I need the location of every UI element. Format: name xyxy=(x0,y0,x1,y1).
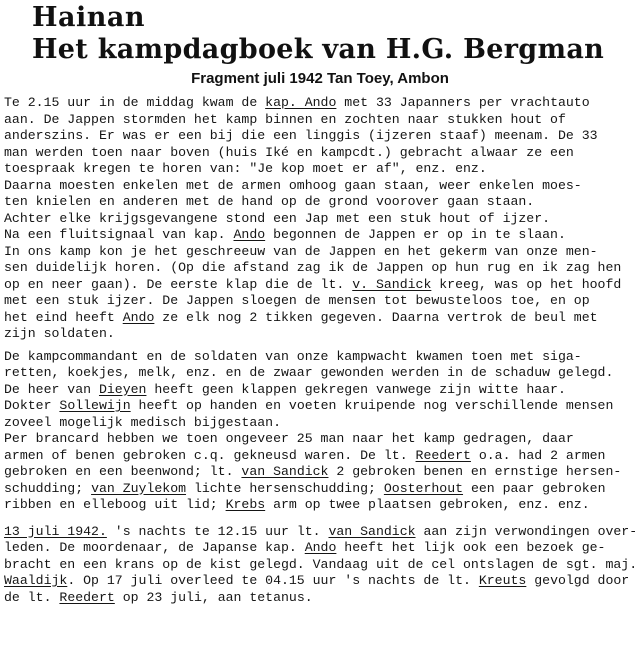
text-line: aan. De Jappen stormden het kamp binnen en zochten naar stukken hout of xyxy=(4,111,566,127)
underlined-name: Sollewijn xyxy=(59,398,131,413)
subtitle-fragment: Fragment juli 1942 Tan Toey, Ambon xyxy=(191,70,449,87)
text-line: Per brancard hebben we toen ongeveer 25 man naar het kamp gedragen, daar xyxy=(4,431,574,446)
text-line: op en neer gaan). De eerste klap die de lt. v. Sandick kreeg, was op het hoofd xyxy=(4,276,622,292)
underlined-name: Reedert xyxy=(59,589,115,605)
text-line: armen of benen gebroken c.q. gekneusd waren. De lt. Reedert o.a. had 2 armen xyxy=(4,447,606,463)
text-line: In ons kamp kon je het geschreeuw van de Jappen en het gekerm van onze men- xyxy=(4,243,598,259)
underlined-name: Waaldijk xyxy=(4,573,68,588)
text-line: zoveel mogelijk medisch bijgestaan. xyxy=(4,414,281,430)
underlined-name: van Sandick xyxy=(328,523,416,539)
text-line: de lt. Reedert op 23 juli, aan tetanus. xyxy=(4,589,313,605)
paragraph xyxy=(4,95,638,343)
title-location: Hainan xyxy=(32,2,146,33)
underlined-name: 13 juli 1942. xyxy=(4,523,107,539)
text-line: retten, koekjes, melk, enz. en de zwaar gewonden werden in de schaduw gelegd. xyxy=(4,365,614,380)
text-line: Daarna moesten enkelen met de armen omhoog gaan staan, weer enkelen moes- xyxy=(4,177,582,193)
text-line: De kampcommandant en de soldaten van onze kampwacht kwamen toen met siga- xyxy=(4,348,582,364)
text-line: Na een fluitsignaal van kap. Ando begonnen de Jappen er op in te slaan. xyxy=(4,227,566,242)
underlined-name: Oosterhout xyxy=(383,480,464,496)
paragraph xyxy=(4,524,638,607)
text-line: Waaldijk. Op 17 juli overleed te 04.15 uur 's nachts de lt. Kreuts gevolgd door xyxy=(4,573,630,588)
underlined-name: v. Sandick xyxy=(352,276,432,292)
text-line: man werden toen naar boven (huis Iké en kampcdt.) gebracht alwaar ze een xyxy=(4,144,574,160)
text-line: 13 juli 1942. 's nachts te 12.15 uur lt. van Sandick aan zijn verwondingen over- xyxy=(4,523,638,539)
text-line: gebroken en een beenwond; lt. van Sandick 2 gebroken benen en ernstige hersen- xyxy=(4,464,622,479)
text-line: bracht en een krans op de kist gelegd. Vandaag uit de cel ontslagen de sgt. maj. xyxy=(4,556,638,572)
text-line: Dokter Sollewijn heeft op handen en voeten kruipende nog verschillende mensen xyxy=(4,398,614,413)
underlined-name: Ando xyxy=(304,540,337,555)
underlined-name: van Sandick xyxy=(241,464,329,479)
text-line: leden. De moordenaar, de Japanse kap. Ando heeft het lijk ook een bezoek ge- xyxy=(4,540,606,555)
paragraph xyxy=(4,349,638,514)
underlined-name: van Zuylekom xyxy=(91,480,187,496)
underlined-name: Reedert xyxy=(415,447,471,463)
text-line: ribben en elleboog uit lid; Krebs arm op twee plaatsen gebroken, enz. enz. xyxy=(4,497,590,512)
text-line: Te 2.15 uur in de middag kwam de kap. Ando met 33 Japanners per vrachtauto xyxy=(4,95,590,110)
text-line: Achter elke krijgsgevangene stond een Jap met een stuk hout of ijzer. xyxy=(4,210,551,226)
underlined-name: Ando xyxy=(122,309,155,325)
text-line: met een stuk ijzer. De Jappen sloegen de mensen tot bewusteloos toe, en op xyxy=(4,293,590,308)
text-line: sen duidelijk horen. (Op die afstand zag ik de Jappen op hun rug en ik zag hen xyxy=(4,260,622,275)
text-line: anderszins. Er was er een bij die een linggis (ijzeren staaf) meenam. De 33 xyxy=(4,128,598,143)
underlined-name: Krebs xyxy=(225,497,266,512)
text-line: schudding; van Zuylekom lichte hersenschudding; Oosterhout een paar gebroken xyxy=(4,480,606,496)
text-line: ten knielen en anderen met de hand op de grond voorover gaan staan. xyxy=(4,194,535,209)
underlined-name: kap. Ando xyxy=(265,95,337,110)
text-line: De heer van Dieyen heeft geen klappen gekregen vanwege zijn witte haar. xyxy=(4,381,566,397)
text-line: het eind heeft Ando ze elk nog 2 tikken gegeven. Daarna vertrok de beul met xyxy=(4,309,598,325)
underlined-name: Ando xyxy=(233,227,266,242)
underlined-name: Dieyen xyxy=(98,381,147,397)
text-line: toespraak kregen te horen van: "Je kop moet er af", enz. enz. xyxy=(4,161,487,176)
diary-text xyxy=(4,95,638,606)
text-line: zijn soldaten. xyxy=(4,326,115,341)
underlined-name: Kreuts xyxy=(478,573,527,588)
title-diary: Het kampdagboek van H.G. Bergman xyxy=(32,34,605,65)
